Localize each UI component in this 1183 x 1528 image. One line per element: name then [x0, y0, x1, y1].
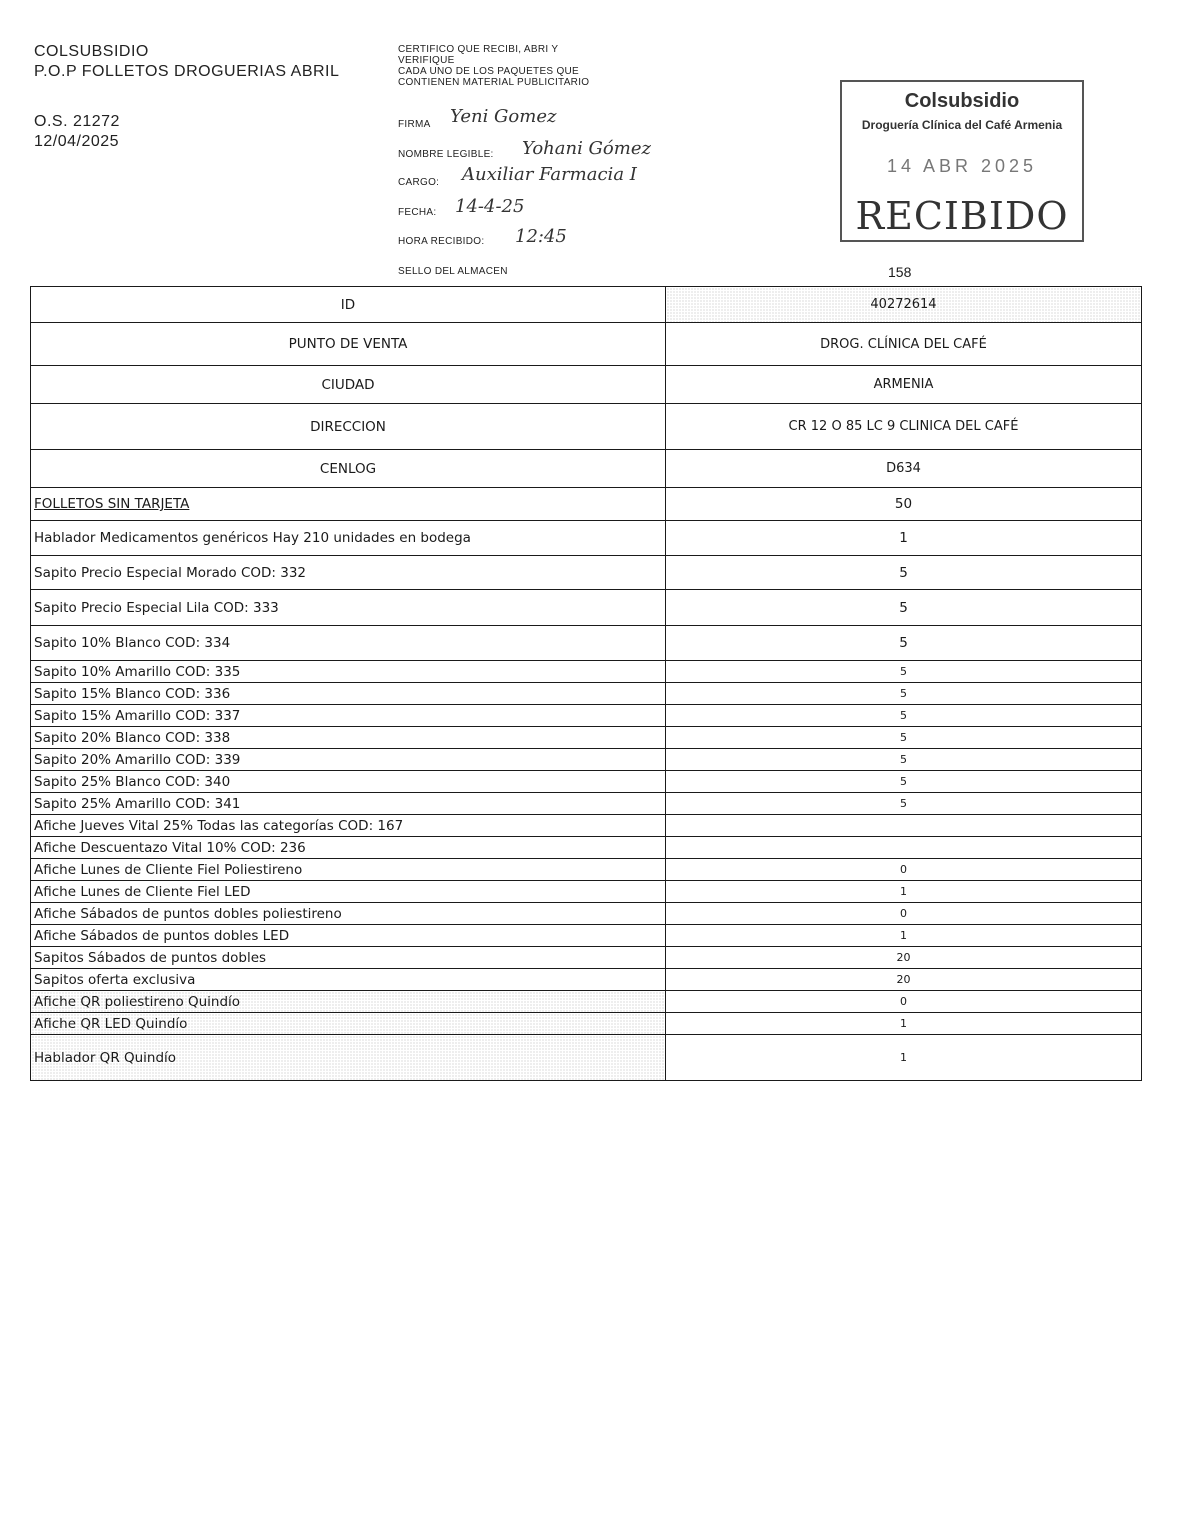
row-value: ARMENIA — [666, 366, 1142, 404]
table-row — [31, 705, 1142, 727]
table-row — [31, 771, 1142, 793]
item-qty: 5 — [666, 771, 1142, 793]
row-label: CENLOG — [31, 450, 666, 488]
item-label: FOLLETOS SIN TARJETA — [31, 488, 666, 521]
item-label: Sapito 25% Amarillo COD: 341 — [31, 793, 666, 815]
item-qty: 1 — [666, 1035, 1142, 1081]
item-label: Sapito 15% Blanco COD: 336 — [31, 683, 666, 705]
table-row — [31, 947, 1142, 969]
row-label: ID — [31, 287, 666, 323]
row-value: DROG. CLÍNICA DEL CAFÉ — [666, 323, 1142, 366]
stamp-brand: Colsubsidio — [904, 90, 1020, 112]
item-label: Hablador Medicamentos genéricos Hay 210 unidades en bodega — [31, 521, 666, 556]
table-row — [31, 488, 1142, 521]
stamp-date: 14 ABR 2025 — [886, 156, 1038, 176]
item-label: Sapito 25% Blanco COD: 340 — [31, 771, 666, 793]
item-label: Sapito 15% Amarillo COD: 337 — [31, 705, 666, 727]
item-label: Afiche Sábados de puntos dobles poliestireno — [31, 903, 666, 925]
document-header — [34, 42, 339, 152]
certificate-statement — [398, 44, 589, 88]
cargo-value: Auxiliar Farmacia I — [462, 164, 637, 185]
fecha-label: FECHA: — [398, 207, 437, 218]
table-row — [31, 323, 1142, 366]
table-row — [31, 727, 1142, 749]
item-qty: 0 — [666, 859, 1142, 881]
item-label: Sapito 10% Blanco COD: 334 — [31, 626, 666, 661]
item-qty: 5 — [666, 661, 1142, 683]
hora-value: 12:45 — [515, 226, 567, 247]
stamp-status: RECIBIDO — [855, 194, 1069, 238]
item-qty: 5 — [666, 727, 1142, 749]
table-row — [31, 287, 1142, 323]
fecha-value: 14-4-25 — [455, 196, 525, 217]
table-row — [31, 1035, 1142, 1081]
item-label: Sapito 20% Blanco COD: 338 — [31, 727, 666, 749]
item-qty: 0 — [666, 903, 1142, 925]
item-qty: 5 — [666, 705, 1142, 727]
item-label: Sapito 10% Amarillo COD: 335 — [31, 661, 666, 683]
item-qty: 1 — [666, 1013, 1142, 1035]
row-value: D634 — [666, 450, 1142, 488]
row-label: CIUDAD — [31, 366, 666, 404]
item-qty: 20 — [666, 947, 1142, 969]
received-stamp — [840, 80, 1084, 242]
hora-label: HORA RECIBIDO: — [398, 236, 485, 247]
nombre-label: NOMBRE LEGIBLE: — [398, 149, 494, 160]
table-row — [31, 925, 1142, 947]
item-label: Sapitos Sábados de puntos dobles — [31, 947, 666, 969]
table-row — [31, 837, 1142, 859]
row-value: CR 12 O 85 LC 9 CLINICA DEL CAFÉ — [666, 404, 1142, 450]
firma-signature: Yeni Gomez — [450, 106, 557, 127]
item-qty: 5 — [666, 626, 1142, 661]
item-label: Sapito Precio Especial Lila COD: 333 — [31, 590, 666, 626]
table-row — [31, 556, 1142, 590]
item-label: Afiche QR LED Quindío — [31, 1013, 666, 1035]
item-label: Afiche Descuentazo Vital 10% COD: 236 — [31, 837, 666, 859]
table-row — [31, 793, 1142, 815]
item-label: Sapito Precio Especial Morado COD: 332 — [31, 556, 666, 590]
table-row — [31, 991, 1142, 1013]
document-date: 12/04/2025 — [34, 133, 120, 150]
item-label: Afiche QR poliestireno Quindío — [31, 991, 666, 1013]
item-qty: 5 — [666, 749, 1142, 771]
project-title: P.O.P FOLLETOS DROGUERIAS ABRIL — [34, 63, 340, 80]
item-label: Sapitos oferta exclusiva — [31, 969, 666, 991]
row-label: PUNTO DE VENTA — [31, 323, 666, 366]
table-row — [31, 1013, 1142, 1035]
item-qty: 50 — [666, 488, 1142, 521]
table-row — [31, 683, 1142, 705]
cert-line: CONTIENEN MATERIAL PUBLICITARIO — [398, 77, 590, 88]
item-qty: 5 — [666, 683, 1142, 705]
cert-line: CADA UNO DE LOS PAQUETES QUE — [398, 66, 580, 77]
row-label: DIRECCION — [31, 404, 666, 450]
item-label: Afiche Jueves Vital 25% Todas las categorías COD: 167 — [31, 815, 666, 837]
item-qty: 1 — [666, 925, 1142, 947]
table-row — [31, 450, 1142, 488]
firma-label: FIRMA — [398, 119, 431, 130]
table-row — [31, 749, 1142, 771]
table-row — [31, 521, 1142, 556]
table-row — [31, 969, 1142, 991]
item-label: Hablador QR Quindío — [31, 1035, 666, 1081]
table-row — [31, 859, 1142, 881]
table-row — [31, 815, 1142, 837]
cargo-label: CARGO: — [398, 177, 440, 188]
table-row — [31, 404, 1142, 450]
table-row — [31, 590, 1142, 626]
item-qty: 5 — [666, 793, 1142, 815]
item-qty — [666, 815, 1142, 837]
item-label: Sapito 20% Amarillo COD: 339 — [31, 749, 666, 771]
item-qty: 1 — [666, 521, 1142, 556]
table-row — [31, 661, 1142, 683]
company-name: COLSUBSIDIO — [34, 43, 149, 60]
item-qty: 20 — [666, 969, 1142, 991]
item-qty: 5 — [666, 590, 1142, 626]
item-qty: 0 — [666, 991, 1142, 1013]
item-label: Afiche Lunes de Cliente Fiel LED — [31, 881, 666, 903]
table-row — [31, 626, 1142, 661]
item-qty — [666, 837, 1142, 859]
table-row — [31, 903, 1142, 925]
item-label: Afiche Lunes de Cliente Fiel Poliestireno — [31, 859, 666, 881]
stamp-store: Droguería Clínica del Café Armenia — [861, 118, 1063, 132]
cert-line: CERTIFICO QUE RECIBI, ABRI Y — [398, 44, 559, 55]
table-row — [31, 366, 1142, 404]
row-value: 40272614 — [666, 287, 1142, 323]
item-label: Afiche Sábados de puntos dobles LED — [31, 925, 666, 947]
item-qty: 1 — [666, 881, 1142, 903]
delivery-table — [30, 286, 1142, 1081]
cert-line: VERIFIQUE — [398, 55, 455, 66]
page-number: 158 — [888, 264, 912, 280]
item-qty: 5 — [666, 556, 1142, 590]
nombre-value: Yohani Gómez — [522, 138, 651, 159]
table-row — [31, 881, 1142, 903]
sello-label: SELLO DEL ALMACEN — [398, 266, 508, 277]
service-order: O.S. 21272 — [34, 113, 120, 130]
